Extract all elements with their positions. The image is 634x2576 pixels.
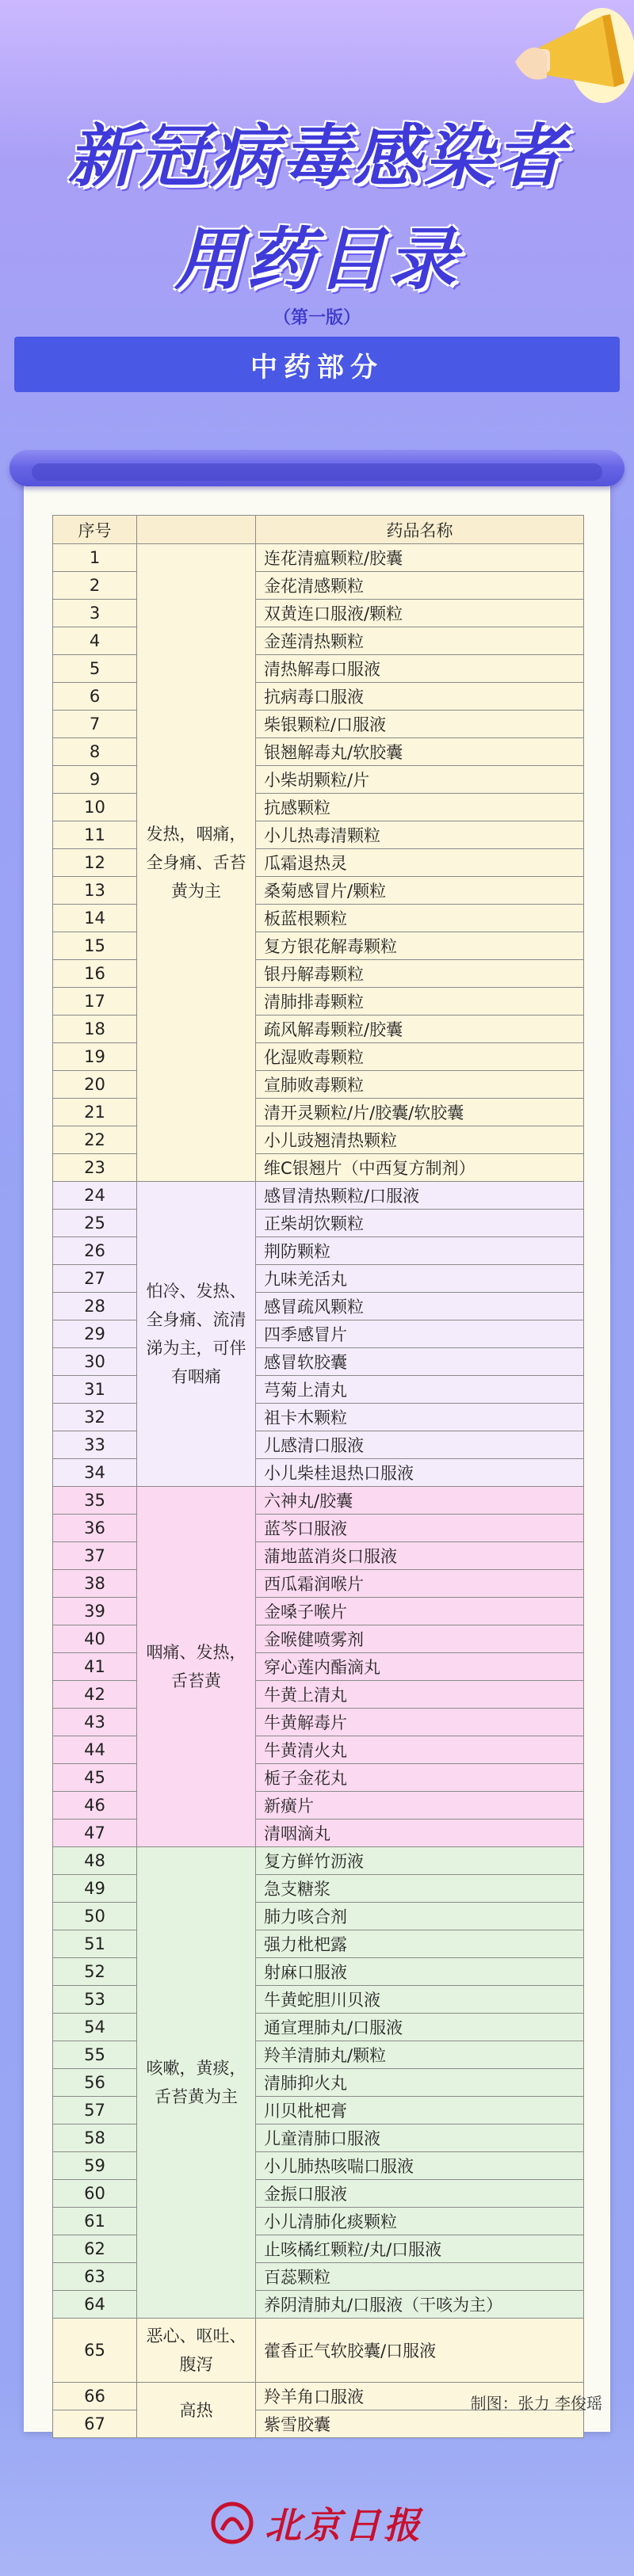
drug-name: 化湿败毒颗粒 xyxy=(256,1043,584,1071)
table-row xyxy=(53,2041,584,2069)
row-number: 57 xyxy=(53,2097,137,2124)
drug-name: 小儿柴桂退热口服液 xyxy=(256,1459,584,1487)
row-number: 12 xyxy=(53,849,137,877)
row-number: 52 xyxy=(53,1958,137,1986)
table-row xyxy=(53,2319,584,2383)
row-number: 10 xyxy=(53,794,137,821)
row-number: 28 xyxy=(53,1293,137,1320)
drug-name: 复方鲜竹沥液 xyxy=(256,1847,584,1875)
table-header-row xyxy=(53,516,584,544)
row-number: 66 xyxy=(53,2383,137,2410)
drug-name: 牛黄蛇胆川贝液 xyxy=(256,1986,584,2014)
row-number: 8 xyxy=(53,738,137,766)
row-number: 42 xyxy=(53,1681,137,1709)
row-number: 50 xyxy=(53,1903,137,1930)
row-number: 15 xyxy=(53,932,137,960)
title-line-1: 新冠病毒感染者 xyxy=(67,117,567,196)
table-row xyxy=(53,1598,584,1625)
drug-name: 西瓜霜润喉片 xyxy=(256,1570,584,1598)
title-line-2: 用药目录 xyxy=(174,220,460,299)
row-number: 41 xyxy=(53,1653,137,1681)
row-number: 63 xyxy=(53,2263,137,2291)
row-number: 17 xyxy=(53,988,137,1016)
drug-name: 感冒软胶囊 xyxy=(256,1348,584,1376)
table-row xyxy=(53,600,584,627)
table-row xyxy=(53,1986,584,2014)
drug-name: 穿心莲内酯滴丸 xyxy=(256,1653,584,1681)
logo-text: 北京日报 xyxy=(265,2504,423,2547)
drug-name: 荆防颗粒 xyxy=(256,1237,584,1265)
drug-name: 瓜霜退热灵 xyxy=(256,849,584,877)
symptom-category: 发热，咽痛，全身痛、舌苔黄为主 xyxy=(137,544,256,1182)
table-row xyxy=(53,2069,584,2097)
table-row xyxy=(53,988,584,1016)
table-row xyxy=(53,1293,584,1320)
table-row xyxy=(53,738,584,766)
credit-text: 制图：张力 李俊瑶 xyxy=(470,2394,602,2413)
table-row xyxy=(53,2180,584,2208)
drug-name: 银丹解毒颗粒 xyxy=(256,960,584,988)
drug-name: 银翘解毒丸/软胶囊 xyxy=(256,738,584,766)
drug-name: 九味羌活丸 xyxy=(256,1265,584,1293)
drug-name: 六神丸/胶囊 xyxy=(256,1487,584,1515)
row-number: 67 xyxy=(53,2410,137,2438)
drug-name: 清肺排毒颗粒 xyxy=(256,988,584,1016)
logo-mark-icon xyxy=(211,2502,254,2544)
table-row xyxy=(53,1404,584,1431)
table-row xyxy=(53,1570,584,1598)
row-number: 19 xyxy=(53,1043,137,1071)
row-number: 49 xyxy=(53,1875,137,1903)
table-row xyxy=(53,2152,584,2180)
row-number: 44 xyxy=(53,1736,137,1764)
table-row xyxy=(53,1348,584,1376)
drug-name: 儿感清口服液 xyxy=(256,1431,584,1459)
drug-name: 小儿肺热咳喘口服液 xyxy=(256,2152,584,2180)
row-number: 25 xyxy=(53,1210,137,1237)
table-row xyxy=(53,2208,584,2235)
table-row xyxy=(53,1210,584,1237)
drug-name: 桑菊感冒片/颗粒 xyxy=(256,877,584,905)
drug-name: 金喉健喷雾剂 xyxy=(256,1625,584,1653)
drug-name: 正柴胡饮颗粒 xyxy=(256,1210,584,1237)
table-row xyxy=(53,2235,584,2263)
table-row xyxy=(53,655,584,683)
drug-name: 感冒清热颗粒/口服液 xyxy=(256,1182,584,1210)
row-number: 51 xyxy=(53,1930,137,1958)
drug-name: 强力枇杷露 xyxy=(256,1930,584,1958)
row-number: 47 xyxy=(53,1820,137,1847)
symptom-category: 咽痛、发热，舌苔黄 xyxy=(137,1487,256,1847)
row-number: 6 xyxy=(53,683,137,711)
table-row xyxy=(53,821,584,849)
table-row xyxy=(53,1903,584,1930)
table-row xyxy=(53,960,584,988)
row-number: 40 xyxy=(53,1625,137,1653)
drug-name: 紫雪胶囊 xyxy=(256,2410,584,2438)
row-number: 21 xyxy=(53,1099,137,1126)
row-number: 53 xyxy=(53,1986,137,2014)
row-number: 30 xyxy=(53,1348,137,1376)
row-number: 31 xyxy=(53,1376,137,1404)
row-number: 29 xyxy=(53,1320,137,1348)
drug-name: 止咳橘红颗粒/丸/口服液 xyxy=(256,2235,584,2263)
drug-name: 蓝芩口服液 xyxy=(256,1515,584,1542)
drug-name: 复方银花解毒颗粒 xyxy=(256,932,584,960)
table-row xyxy=(53,1487,584,1515)
row-number: 27 xyxy=(53,1265,137,1293)
drug-name: 金花清感颗粒 xyxy=(256,572,584,600)
table-row xyxy=(53,2263,584,2291)
header-symptom xyxy=(137,516,256,544)
table-row xyxy=(53,1182,584,1210)
drug-name: 抗感颗粒 xyxy=(256,794,584,821)
drug-name: 养阴清肺丸/口服液（干咳为主） xyxy=(256,2291,584,2319)
drug-name: 抗病毒口服液 xyxy=(256,683,584,711)
table-row xyxy=(53,877,584,905)
table-row xyxy=(53,1736,584,1764)
symptom-category: 怕冷、发热、全身痛、流清涕为主，可伴有咽痛 xyxy=(137,1182,256,1487)
row-number: 23 xyxy=(53,1154,137,1182)
table-row xyxy=(53,1154,584,1182)
drug-name: 儿童清肺口服液 xyxy=(256,2124,584,2152)
table-row xyxy=(53,572,584,600)
drug-name: 双黄连口服液/颗粒 xyxy=(256,600,584,627)
table-row xyxy=(53,1265,584,1293)
row-number: 36 xyxy=(53,1515,137,1542)
row-number: 48 xyxy=(53,1847,137,1875)
drug-name: 急支糖浆 xyxy=(256,1875,584,1903)
row-number: 58 xyxy=(53,2124,137,2152)
drug-name: 祖卡木颗粒 xyxy=(256,1404,584,1431)
drug-name: 清肺抑火丸 xyxy=(256,2069,584,2097)
row-number: 2 xyxy=(53,572,137,600)
drug-name: 羚羊清肺丸/颗粒 xyxy=(256,2041,584,2069)
drug-table xyxy=(52,515,584,2438)
table-row xyxy=(53,711,584,738)
row-number: 33 xyxy=(53,1431,137,1459)
row-number: 1 xyxy=(53,544,137,572)
drug-name: 百蕊颗粒 xyxy=(256,2263,584,2291)
table-row xyxy=(53,794,584,821)
row-number: 3 xyxy=(53,600,137,627)
table-body xyxy=(53,544,584,2438)
header-drug-name: 药品名称 xyxy=(256,516,584,544)
drug-name: 藿香正气软胶囊/口服液 xyxy=(256,2319,584,2383)
drug-name: 小柴胡颗粒/片 xyxy=(256,766,584,794)
section-title: 中药部分 xyxy=(250,351,384,383)
table-row xyxy=(53,849,584,877)
row-number: 9 xyxy=(53,766,137,794)
drug-name: 小儿豉翘清热颗粒 xyxy=(256,1126,584,1154)
table-row xyxy=(53,1764,584,1792)
table-row xyxy=(53,1043,584,1071)
row-number: 35 xyxy=(53,1487,137,1515)
drug-name: 通宣理肺丸/口服液 xyxy=(256,2014,584,2041)
drug-name: 板蓝根颗粒 xyxy=(256,905,584,932)
section-banner xyxy=(14,337,620,392)
row-number: 56 xyxy=(53,2069,137,2097)
row-number: 65 xyxy=(53,2319,137,2383)
table-row xyxy=(53,2014,584,2041)
table-row xyxy=(53,1792,584,1820)
symptom-category: 咳嗽，黄痰，舌苔黄为主 xyxy=(137,1847,256,2319)
table-row xyxy=(53,1071,584,1099)
table-row xyxy=(53,1459,584,1487)
drug-name: 连花清瘟颗粒/胶囊 xyxy=(256,544,584,572)
row-number: 61 xyxy=(53,2208,137,2235)
drug-name: 四季感冒片 xyxy=(256,1320,584,1348)
row-number: 34 xyxy=(53,1459,137,1487)
row-number: 43 xyxy=(53,1709,137,1736)
drug-name: 肺力咳合剂 xyxy=(256,1903,584,1930)
row-number: 55 xyxy=(53,2041,137,2069)
row-number: 46 xyxy=(53,1792,137,1820)
table-row xyxy=(53,1820,584,1847)
table-row xyxy=(53,544,584,572)
drug-name: 新癀片 xyxy=(256,1792,584,1820)
table-row xyxy=(53,1930,584,1958)
table-row xyxy=(53,1016,584,1043)
drug-name: 宣肺败毒颗粒 xyxy=(256,1071,584,1099)
row-number: 16 xyxy=(53,960,137,988)
edition-label: （第一版） xyxy=(273,308,361,328)
row-number: 60 xyxy=(53,2180,137,2208)
drug-name: 牛黄清火丸 xyxy=(256,1736,584,1764)
table-row xyxy=(53,2124,584,2152)
table-row xyxy=(53,1875,584,1903)
drug-name: 川贝枇杷膏 xyxy=(256,2097,584,2124)
table-row xyxy=(53,1542,584,1570)
row-number: 59 xyxy=(53,2152,137,2180)
table-row xyxy=(53,1681,584,1709)
table-row xyxy=(53,1653,584,1681)
table-row xyxy=(53,627,584,655)
drug-name: 维C银翘片（中西复方制剂） xyxy=(256,1154,584,1182)
drug-name: 小儿热毒清颗粒 xyxy=(256,821,584,849)
table-row xyxy=(53,1625,584,1653)
scroll-roller-groove xyxy=(32,463,602,481)
publisher-logo xyxy=(0,2495,634,2551)
drug-name: 金嗓子喉片 xyxy=(256,1598,584,1625)
row-number: 26 xyxy=(53,1237,137,1265)
row-number: 13 xyxy=(53,877,137,905)
row-number: 5 xyxy=(53,655,137,683)
drug-name: 清热解毒口服液 xyxy=(256,655,584,683)
drug-name: 清咽滴丸 xyxy=(256,1820,584,1847)
table-row xyxy=(53,1099,584,1126)
drug-name: 清开灵颗粒/片/胶囊/软胶囊 xyxy=(256,1099,584,1126)
row-number: 4 xyxy=(53,627,137,655)
table-row xyxy=(53,1709,584,1736)
row-number: 45 xyxy=(53,1764,137,1792)
row-number: 7 xyxy=(53,711,137,738)
drug-name: 金振口服液 xyxy=(256,2180,584,2208)
row-number: 39 xyxy=(53,1598,137,1625)
table-row xyxy=(53,2097,584,2124)
header-number: 序号 xyxy=(53,516,137,544)
drug-name: 牛黄解毒片 xyxy=(256,1709,584,1736)
row-number: 24 xyxy=(53,1182,137,1210)
row-number: 62 xyxy=(53,2235,137,2263)
drug-name: 牛黄上清丸 xyxy=(256,1681,584,1709)
table-row xyxy=(53,932,584,960)
row-number: 11 xyxy=(53,821,137,849)
drug-name: 射麻口服液 xyxy=(256,1958,584,1986)
drug-name: 金莲清热颗粒 xyxy=(256,627,584,655)
table-row xyxy=(53,1320,584,1348)
table-row xyxy=(53,683,584,711)
drug-name: 柴银颗粒/口服液 xyxy=(256,711,584,738)
drug-name: 疏风解毒颗粒/胶囊 xyxy=(256,1016,584,1043)
row-number: 18 xyxy=(53,1016,137,1043)
table-row xyxy=(53,1958,584,1986)
drug-name: 感冒疏风颗粒 xyxy=(256,1293,584,1320)
drug-name: 栀子金花丸 xyxy=(256,1764,584,1792)
row-number: 22 xyxy=(53,1126,137,1154)
table-row xyxy=(53,766,584,794)
table-row xyxy=(53,905,584,932)
drug-name: 羚羊角口服液 xyxy=(256,2383,584,2410)
symptom-category: 恶心、呕吐、腹泻 xyxy=(137,2319,256,2383)
table-row xyxy=(53,1847,584,1875)
row-number: 37 xyxy=(53,1542,137,1570)
table-row xyxy=(53,2410,584,2438)
row-number: 38 xyxy=(53,1570,137,1598)
table-row xyxy=(53,1237,584,1265)
row-number: 20 xyxy=(53,1071,137,1099)
table-row xyxy=(53,1126,584,1154)
drug-name: 小儿清肺化痰颗粒 xyxy=(256,2208,584,2235)
table-row xyxy=(53,1431,584,1459)
row-number: 64 xyxy=(53,2291,137,2319)
row-number: 32 xyxy=(53,1404,137,1431)
header xyxy=(0,0,634,420)
table-row xyxy=(53,2291,584,2319)
table-row xyxy=(53,1515,584,1542)
drug-name: 蒲地蓝消炎口服液 xyxy=(256,1542,584,1570)
table-row xyxy=(53,1376,584,1404)
row-number: 54 xyxy=(53,2014,137,2041)
symptom-category: 高热 xyxy=(137,2383,256,2438)
row-number: 14 xyxy=(53,905,137,932)
drug-name: 芎菊上清丸 xyxy=(256,1376,584,1404)
